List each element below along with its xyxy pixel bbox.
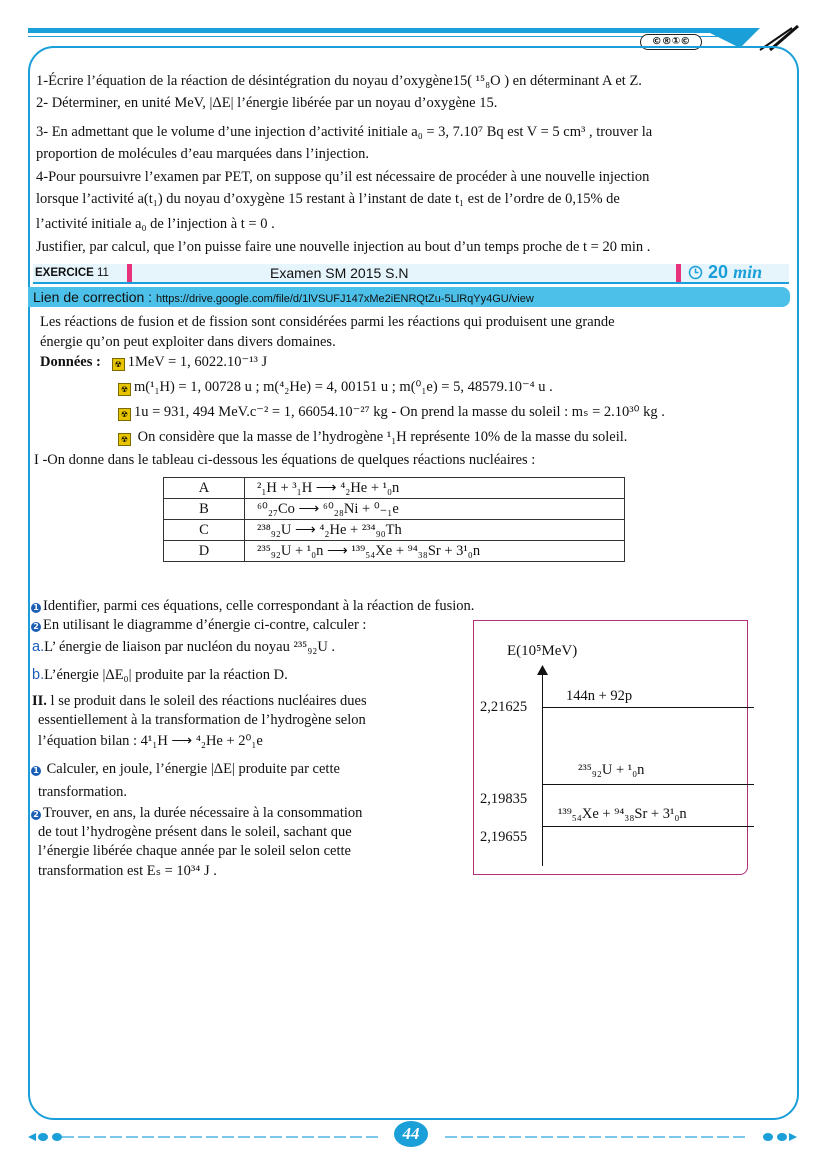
- footer-rule-right: [445, 1136, 745, 1138]
- header-rule-thin: [28, 36, 728, 37]
- table-row: C ²³⁸₉₂U ⟶ ⁴₂He + ²³⁴₉₀Th: [164, 520, 625, 541]
- part-1-q1: 1 Identifier, parmi ces équations, celle correspondant à la réaction de fusion.: [31, 597, 474, 615]
- table-row: D ²³⁵₉₂U + ¹₀n ⟶ ¹³⁹₅₄Xe + ⁹⁴₃₈Sr + 3¹₀n: [164, 541, 625, 562]
- part-1-q2: 2 En utilisant le diagramme d’énergie ci-contre, calculer :: [31, 616, 366, 634]
- footer-rule-left: [62, 1136, 382, 1138]
- question-3-line-1: 3- En admettant que le volume d’une injection d’activité initiale a₀ = 3, 7.10⁷ Bq est V = 5 cm³ , trouver la: [36, 124, 653, 140]
- question-4-line-3: l’activité initiale a₀ de l’injection à t = 0 .: [36, 216, 275, 232]
- part-2-line-2: essentiellement à la transformation de l’hydrogène selon: [38, 712, 366, 728]
- diagram-axis: [542, 671, 543, 866]
- donnees-3: ☢ 1u = 931, 494 MeV.c⁻² = 1, 66054.10⁻²⁷ kg - On prend la masse du soleil : mₛ = 2.10³⁰ kg .: [118, 403, 665, 421]
- intro-line-1: Les réactions de fusion et de fission sont considérées parmi les réactions qui produisent une grande: [40, 314, 615, 330]
- footer-ornament-left-icon: [28, 1130, 70, 1144]
- exam-title: Examen SM 2015 S.N: [270, 265, 409, 281]
- part-1-qa: a.L’ énergie de liaison par nucléon du noyau ²³⁵₉₂U .: [32, 639, 336, 655]
- clock-icon: [688, 265, 703, 280]
- part-2-line-1-text: l se produit dans le soleil des réactions nucléaires dues: [46, 693, 367, 709]
- energy-level-line: [542, 784, 754, 785]
- energy-level-line: [542, 707, 754, 708]
- part-1-qb: b.L’énergie |ΔE₀| produite par la réaction D.: [32, 667, 288, 683]
- correction-url[interactable]: https://drive.google.com/file/d/1lVSUFJ147xMe2iENRQtZu-5LlRqYy4GU/view: [155, 293, 534, 305]
- radiation-icon: ☢: [118, 383, 131, 396]
- donnees-1: Données : ☢ 1MeV = 1, 6022.10⁻¹³ J: [40, 354, 268, 370]
- diagram-axis-label: E(10⁵MeV): [507, 643, 578, 659]
- exercise-label: EXERCICE 11: [35, 267, 109, 279]
- page-number: 44: [394, 1121, 428, 1147]
- question-1: 1-Écrire l’équation de la réaction de désintégration du noyau d’oxygène15( ¹⁵₈O ) en déterminant A et Z.: [36, 73, 642, 89]
- level-value: 2,19655: [480, 829, 528, 845]
- intro-line-2: énergie qu’on peut exploiter dans divers domaines.: [40, 334, 336, 350]
- part-2-q2-line-1: 2 Trouver, en ans, la durée nécessaire à la consommation: [31, 804, 362, 822]
- number-2-icon: 2: [31, 622, 41, 632]
- donnees-4: ☢ On considère que la masse de l’hydrogène ¹₁H représente 10% de la masse du soleil.: [118, 428, 627, 446]
- exercise-marker: [127, 264, 132, 282]
- question-4-line-4: Justifier, par calcul, que l’on puisse faire une nouvelle injection au bout d’un temps proche de t = 20 min .: [36, 239, 651, 255]
- part-2-q1-line-1: 1 Calculer, en joule, l’énergie |ΔE| produite par cette: [31, 760, 340, 778]
- table-row: A ²₁H + ³₁H ⟶ ⁴₂He + ¹₀n: [164, 478, 625, 499]
- level-value: 2,21625: [480, 699, 528, 715]
- exercise-timer: 20 min: [688, 262, 762, 283]
- correction-link[interactable]: Lien de correction : https://drive.google.com/file/d/1lVSUFJ147xMe2iENRQtZu-5LlRqYy4GU/view: [33, 289, 534, 305]
- part-1-intro: I -On donne dans le tableau ci-dessous les équations de quelques réactions nucléaires :: [34, 452, 536, 468]
- license-badge: ©®①©: [640, 34, 702, 50]
- timer-marker: [676, 264, 681, 282]
- part-2-line-3: l’équation bilan : 4¹₁H ⟶ ⁴₂He + 2⁰₁e: [38, 733, 263, 749]
- level-label: 144n + 92p: [566, 688, 633, 704]
- number-1-icon: 1: [31, 766, 41, 776]
- table-row: B ⁶⁰₂₇Co ⟶ ⁶⁰₂₈Ni + ⁰₋₁e: [164, 499, 625, 520]
- donnees-2: ☢ m(¹₁H) = 1, 00728 u ; m(⁴₂He) = 4, 00151 u ; m(⁰₁e) = 5, 48579.10⁻⁴ u .: [118, 378, 553, 396]
- part-2-line-1: II. l se produit dans le soleil des réactions nucléaires dues: [32, 693, 367, 709]
- energy-level-line: [542, 826, 754, 827]
- radiation-icon: ☢: [112, 358, 125, 371]
- radiation-icon: ☢: [118, 433, 131, 446]
- question-3-line-2: proportion de molécules d’eau marquées dans l’injection.: [36, 146, 369, 162]
- energy-diagram: [473, 620, 748, 875]
- question-2: 2- Déterminer, en unité MeV, |ΔE| l’énergie libérée par un noyau d’oxygène 15.: [36, 95, 498, 111]
- number-1-icon: 1: [31, 603, 41, 613]
- header-rule: [28, 28, 740, 33]
- level-label: ¹³⁹₅₄Xe + ⁹⁴₃₈Sr + 3¹₀n: [558, 806, 687, 822]
- question-4-line-2: lorsque l’activité a(t₁) du noyau d’oxygène 15 restant à l’instant de date t₁ est de l’ordre de 0,15% de: [36, 191, 620, 207]
- level-value: 2,19835: [480, 791, 528, 807]
- question-4-line-1: 4-Pour poursuivre l’examen par PET, on suppose qu’il est nécessaire de procéder à une nouvelle injection: [36, 169, 650, 185]
- number-2-icon: 2: [31, 810, 41, 820]
- axis-arrow-icon: [537, 665, 548, 675]
- part-2-q2-line-2: de tout l’hydrogène présent dans le soleil, sachant que: [38, 824, 352, 840]
- part-2-q2-line-4: transformation est Eₛ = 10³⁴ J .: [38, 863, 217, 879]
- level-label: ²³⁵₉₂U + ¹₀n: [578, 762, 645, 778]
- part-2-q1-line-2: transformation.: [38, 784, 127, 800]
- reactions-table: [163, 477, 625, 562]
- radiation-icon: ☢: [118, 408, 131, 421]
- footer-ornament-right-icon: [755, 1130, 797, 1144]
- part-2-q2-line-3: l’énergie libérée chaque année par le soleil selon cette: [38, 843, 351, 859]
